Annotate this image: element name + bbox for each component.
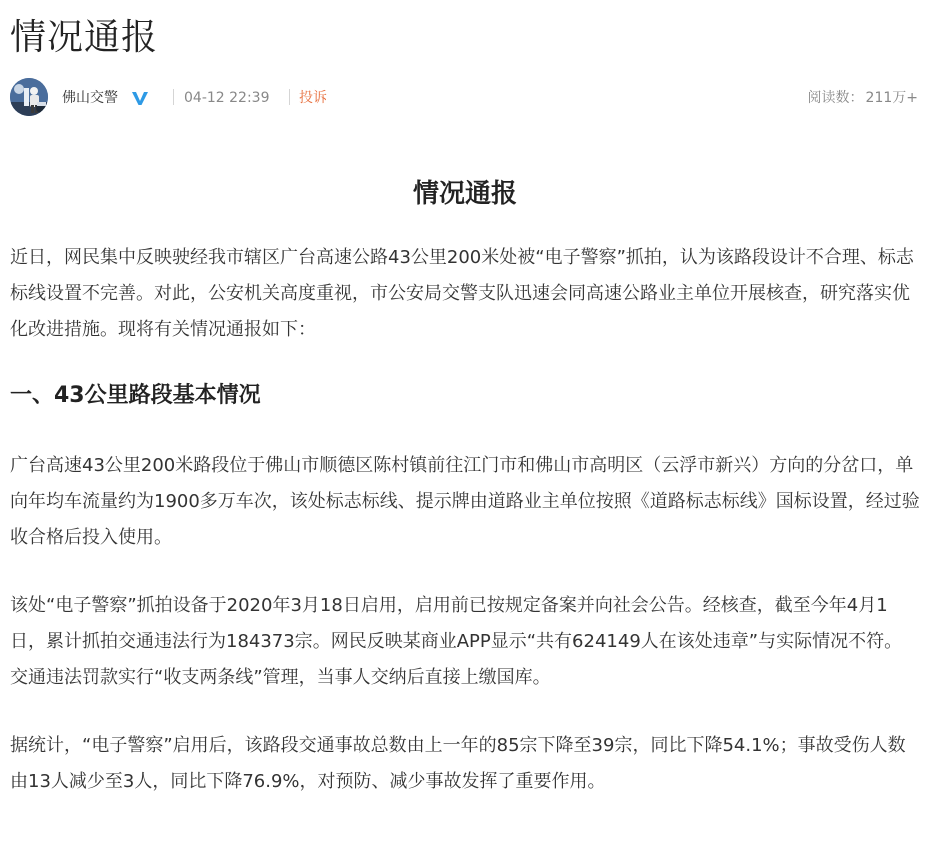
author-name[interactable]: 佛山交警 [62, 90, 118, 106]
section-paragraph: 该处“电子警察”抓拍设备于2020年3月18日启用，启用前已按规定备案并向社会公告。经核查，截至今年4月1日，累计抓拍交通违法行为184373宗。网民反映某商业APP显示“共有624149人在该处违章”与实际情况不符。交通违法罚款实行“收支两条线”管理，当事人交纳后直接上缴国库。 [10, 595, 903, 688]
section-heading: 一、43公里路段基本情况 [10, 383, 261, 408]
meta-divider [289, 89, 290, 105]
publish-date: 04-12 22:39 [184, 90, 270, 106]
article-meta [10, 78, 918, 118]
intro-paragraph: 近日，网民集中反映驶经我市辖区广台高速公路43公里200米处被“电子警察”抓拍，认为该路段设计不合理、标志标线设置不完善。对此，公安机关高度重视，市公安局交警支队迅速会同高速公路业主单位开展核查，研究落实优化改进措施。现将有关情况通报如下： [10, 247, 914, 340]
read-count-value: 211万+ [865, 90, 918, 106]
read-count-label: 阅读数： [807, 90, 864, 106]
section-paragraph: 广台高速43公里200米路段位于佛山市顺德区陈村镇前往江门市和佛山市高明区（云浮市新兴）方向的分岔口，单向年均车流量约为1900多万车次，该处标志标线、提示牌由道路业主单位按照《道路标志标线》国标设置，经过验收合格后投入使用。 [10, 455, 920, 548]
article-body [10, 168, 920, 800]
avatar-image [10, 78, 48, 116]
article-title: 情况通报 [412, 179, 517, 209]
verified-icon [131, 89, 149, 107]
complaint-link[interactable]: 投诉 [299, 90, 327, 106]
author-avatar[interactable] [10, 78, 48, 116]
meta-divider [173, 89, 174, 105]
read-count [808, 88, 918, 108]
page-title: 情况通报 [10, 17, 159, 58]
section-paragraph: 据统计，“电子警察”启用后，该路段交通事故总数由上一年的85宗下降至39宗，同比下降54.1%；事故受伤人数由13人减少至3人，同比下降76.9%，对预防、减少事故发挥了重要作用。 [10, 735, 906, 792]
